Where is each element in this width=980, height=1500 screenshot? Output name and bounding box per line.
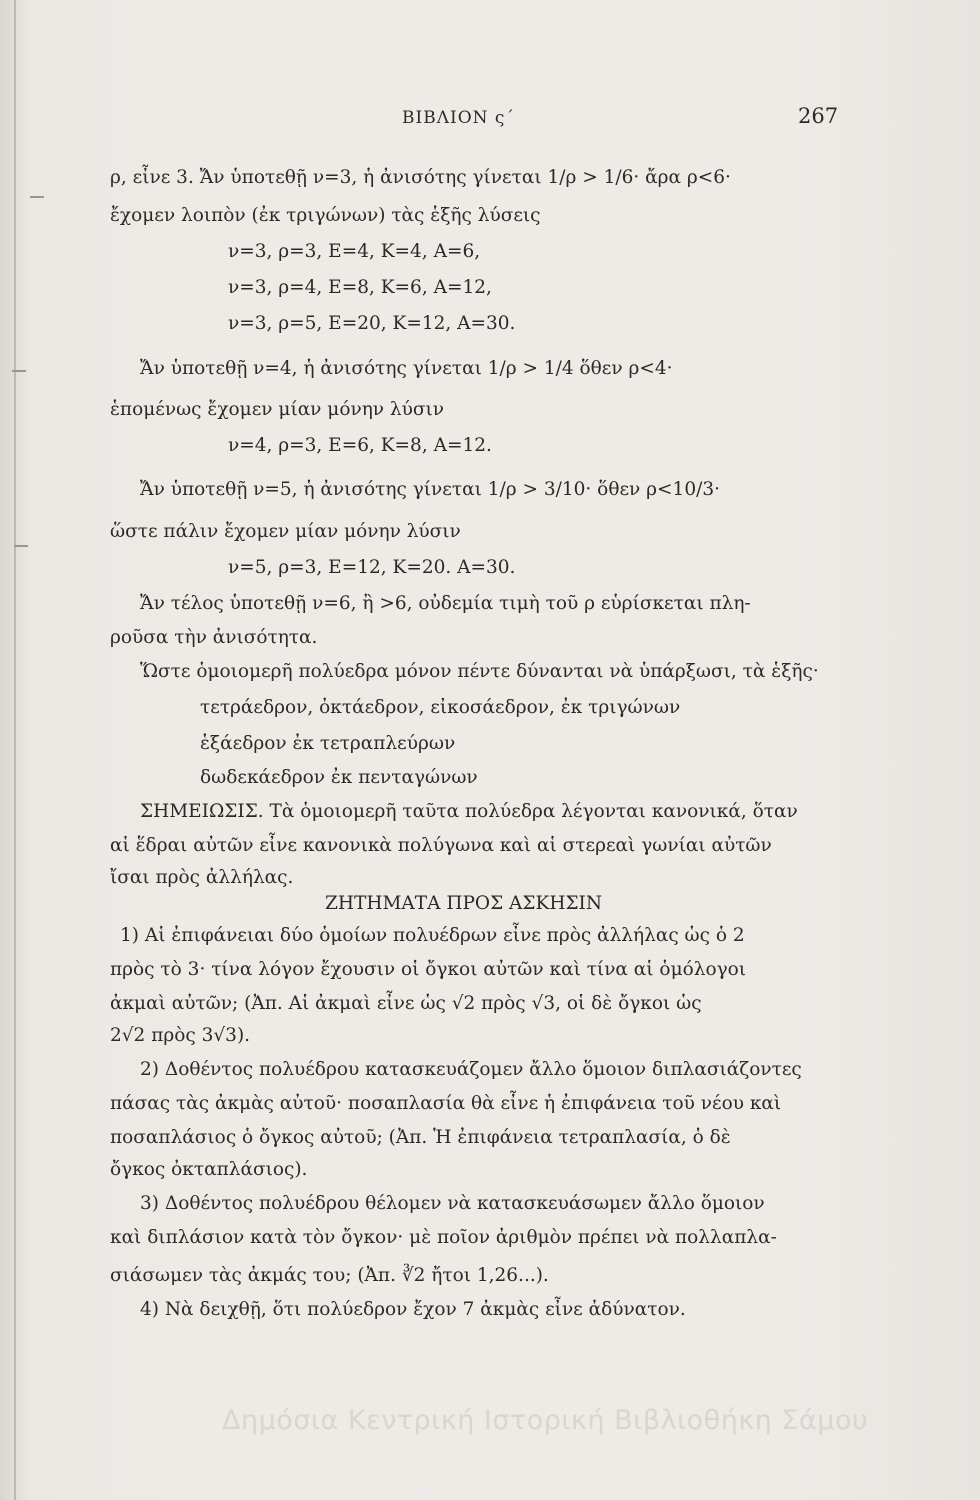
equation-line: ν=3, ρ=5, Ε=20, Κ=12, Α=30. xyxy=(228,313,516,334)
text-line: Ἄν τέλος ὑποτεθῇ ν=6, ἢ >6, οὐδεμία τιμὴ τοῦ ρ εὑρίσκεται πλη- xyxy=(140,593,751,614)
text-line: ὥστε πάλιν ἔχομεν μίαν μόνην λύσιν xyxy=(110,521,461,542)
text-line: ροῦσα τὴν ἀνισότητα. xyxy=(110,627,318,648)
text-line: ἑξάεδρον ἐκ τετραπλεύρων xyxy=(200,733,456,754)
exercise-line: 2√2 πρὸς 3√3). xyxy=(110,1025,251,1046)
page-header xyxy=(0,104,980,134)
note-line: ΣΗΜΕΙΩΣΙΣ. Τὰ ὁμοιομερῆ ταῦτα πολύεδρα λέγονται κανονικά, ὅταν xyxy=(140,801,798,822)
text-line: τετράεδρον, ὀκτάεδρον, εἰκοσάεδρον, ἐκ τριγώνων xyxy=(200,697,681,718)
text-line: ἔχομεν λοιπὸν (ἐκ τριγώνων) τὰς ἑξῆς λύσεις xyxy=(110,205,541,226)
section-heading: ΖΗΤΗΜΑΤΑ ΠΡΟΣ ΑΣΚΗΣΙΝ xyxy=(325,893,603,914)
exercise-line: 2) Δοθέντος πολυέδρου κατασκευάζομεν ἄλλο ὅμοιον διπλασιάζοντες xyxy=(140,1059,802,1080)
text-line: Ὥστε ὁμοιομερῆ πολύεδρα μόνον πέντε δύνανται νὰ ὑπάρξωσι, τὰ ἑξῆς· xyxy=(140,661,819,682)
exercise-line: πρὸς τὸ 3· τίνα λόγον ἔχουσιν οἱ ὄγκοι αὐτῶν καὶ τίνα αἱ ὁμόλογοι xyxy=(110,959,747,980)
exercise-line: 1) Αἱ ἐπιφάνειαι δύο ὁμοίων πολυέδρων εἶνε πρὸς ἀλλήλας ὡς ὁ 2 xyxy=(120,925,745,946)
equation-line: ν=3, ρ=4, Ε=8, Κ=6, Α=12, xyxy=(228,277,492,298)
page-number: 267 xyxy=(798,104,839,128)
exercise-line: 4) Νὰ δειχθῇ, ὅτι πολύεδρον ἔχον 7 ἀκμὰς εἶνε ἀδύνατον. xyxy=(140,1299,686,1320)
exercise-line: σιάσωμεν τὰς ἀκμάς του; (Ἀπ. ∛2 ἤτοι 1,26...). xyxy=(110,1265,549,1286)
library-watermark: Δημόσια Κεντρική Ιστορική Βιβλιοθήκη Σάμου xyxy=(222,1405,869,1436)
running-title: ΒΙΒΛΙΟΝ ς΄ xyxy=(402,108,515,128)
exercise-line: καὶ διπλάσιον κατὰ τὸν ὄγκον· μὲ ποῖον ἀριθμὸν πρέπει νὰ πολλαπλα- xyxy=(110,1227,777,1248)
margin-mark xyxy=(12,370,26,372)
exercise-line: ποσαπλάσιος ὁ ὄγκος αὐτοῦ; (Ἀπ. Ἡ ἐπιφάνεια τετραπλασία, ὁ δὲ xyxy=(110,1127,731,1148)
text-line: ρ, εἶνε 3. Ἄν ὑποτεθῇ ν=3, ἡ ἀνισότης γίνεται 1/ρ > 1/6· ἄρα ρ<6· xyxy=(110,167,731,188)
margin-mark xyxy=(30,196,44,198)
margin-mark xyxy=(14,545,28,547)
equation-line: ν=4, ρ=3, Ε=6, Κ=8, Α=12. xyxy=(228,435,492,456)
equation-line: ν=3, ρ=3, Ε=4, Κ=4, Α=6, xyxy=(228,241,481,262)
text-line: ἑπομένως ἔχομεν μίαν μόνην λύσιν xyxy=(110,399,445,420)
note-line: αἱ ἕδραι αὐτῶν εἶνε κανονικὰ πολύγωνα καὶ αἱ στερεαὶ γωνίαι αὐτῶν xyxy=(110,835,772,856)
exercise-line: ὄγκος ὀκταπλάσιος). xyxy=(110,1159,308,1180)
book-spine-edge xyxy=(14,0,16,1500)
text-line: Ἄν ὑποτεθῇ ν=5, ἡ ἀνισότης γίνεται 1/ρ > 3/10· ὅθεν ρ<10/3· xyxy=(140,479,720,500)
note-line: ἴσαι πρὸς ἀλλήλας. xyxy=(110,867,294,888)
exercise-line: 3) Δοθέντος πολυέδρου θέλομεν νὰ κατασκευάσωμεν ἄλλο ὅμοιον xyxy=(140,1193,765,1214)
equation-line: ν=5, ρ=3, Ε=12, Κ=20. Α=30. xyxy=(228,557,516,578)
exercise-line: ἀκμαὶ αὐτῶν; (Ἀπ. Αἱ ἀκμαὶ εἶνε ὡς √2 πρὸς √3, οἱ δὲ ὄγκοι ὡς xyxy=(110,993,702,1014)
exercise-line: πάσας τὰς ἀκμὰς αὐτοῦ· ποσαπλασία θὰ εἶνε ἡ ἐπιφάνεια τοῦ νέου καὶ xyxy=(110,1093,782,1114)
text-line: δωδεκάεδρον ἐκ πενταγώνων xyxy=(200,767,478,788)
text-line: Ἄν ὑποτεθῇ ν=4, ἡ ἀνισότης γίνεται 1/ρ > 1/4 ὅθεν ρ<4· xyxy=(140,358,673,379)
